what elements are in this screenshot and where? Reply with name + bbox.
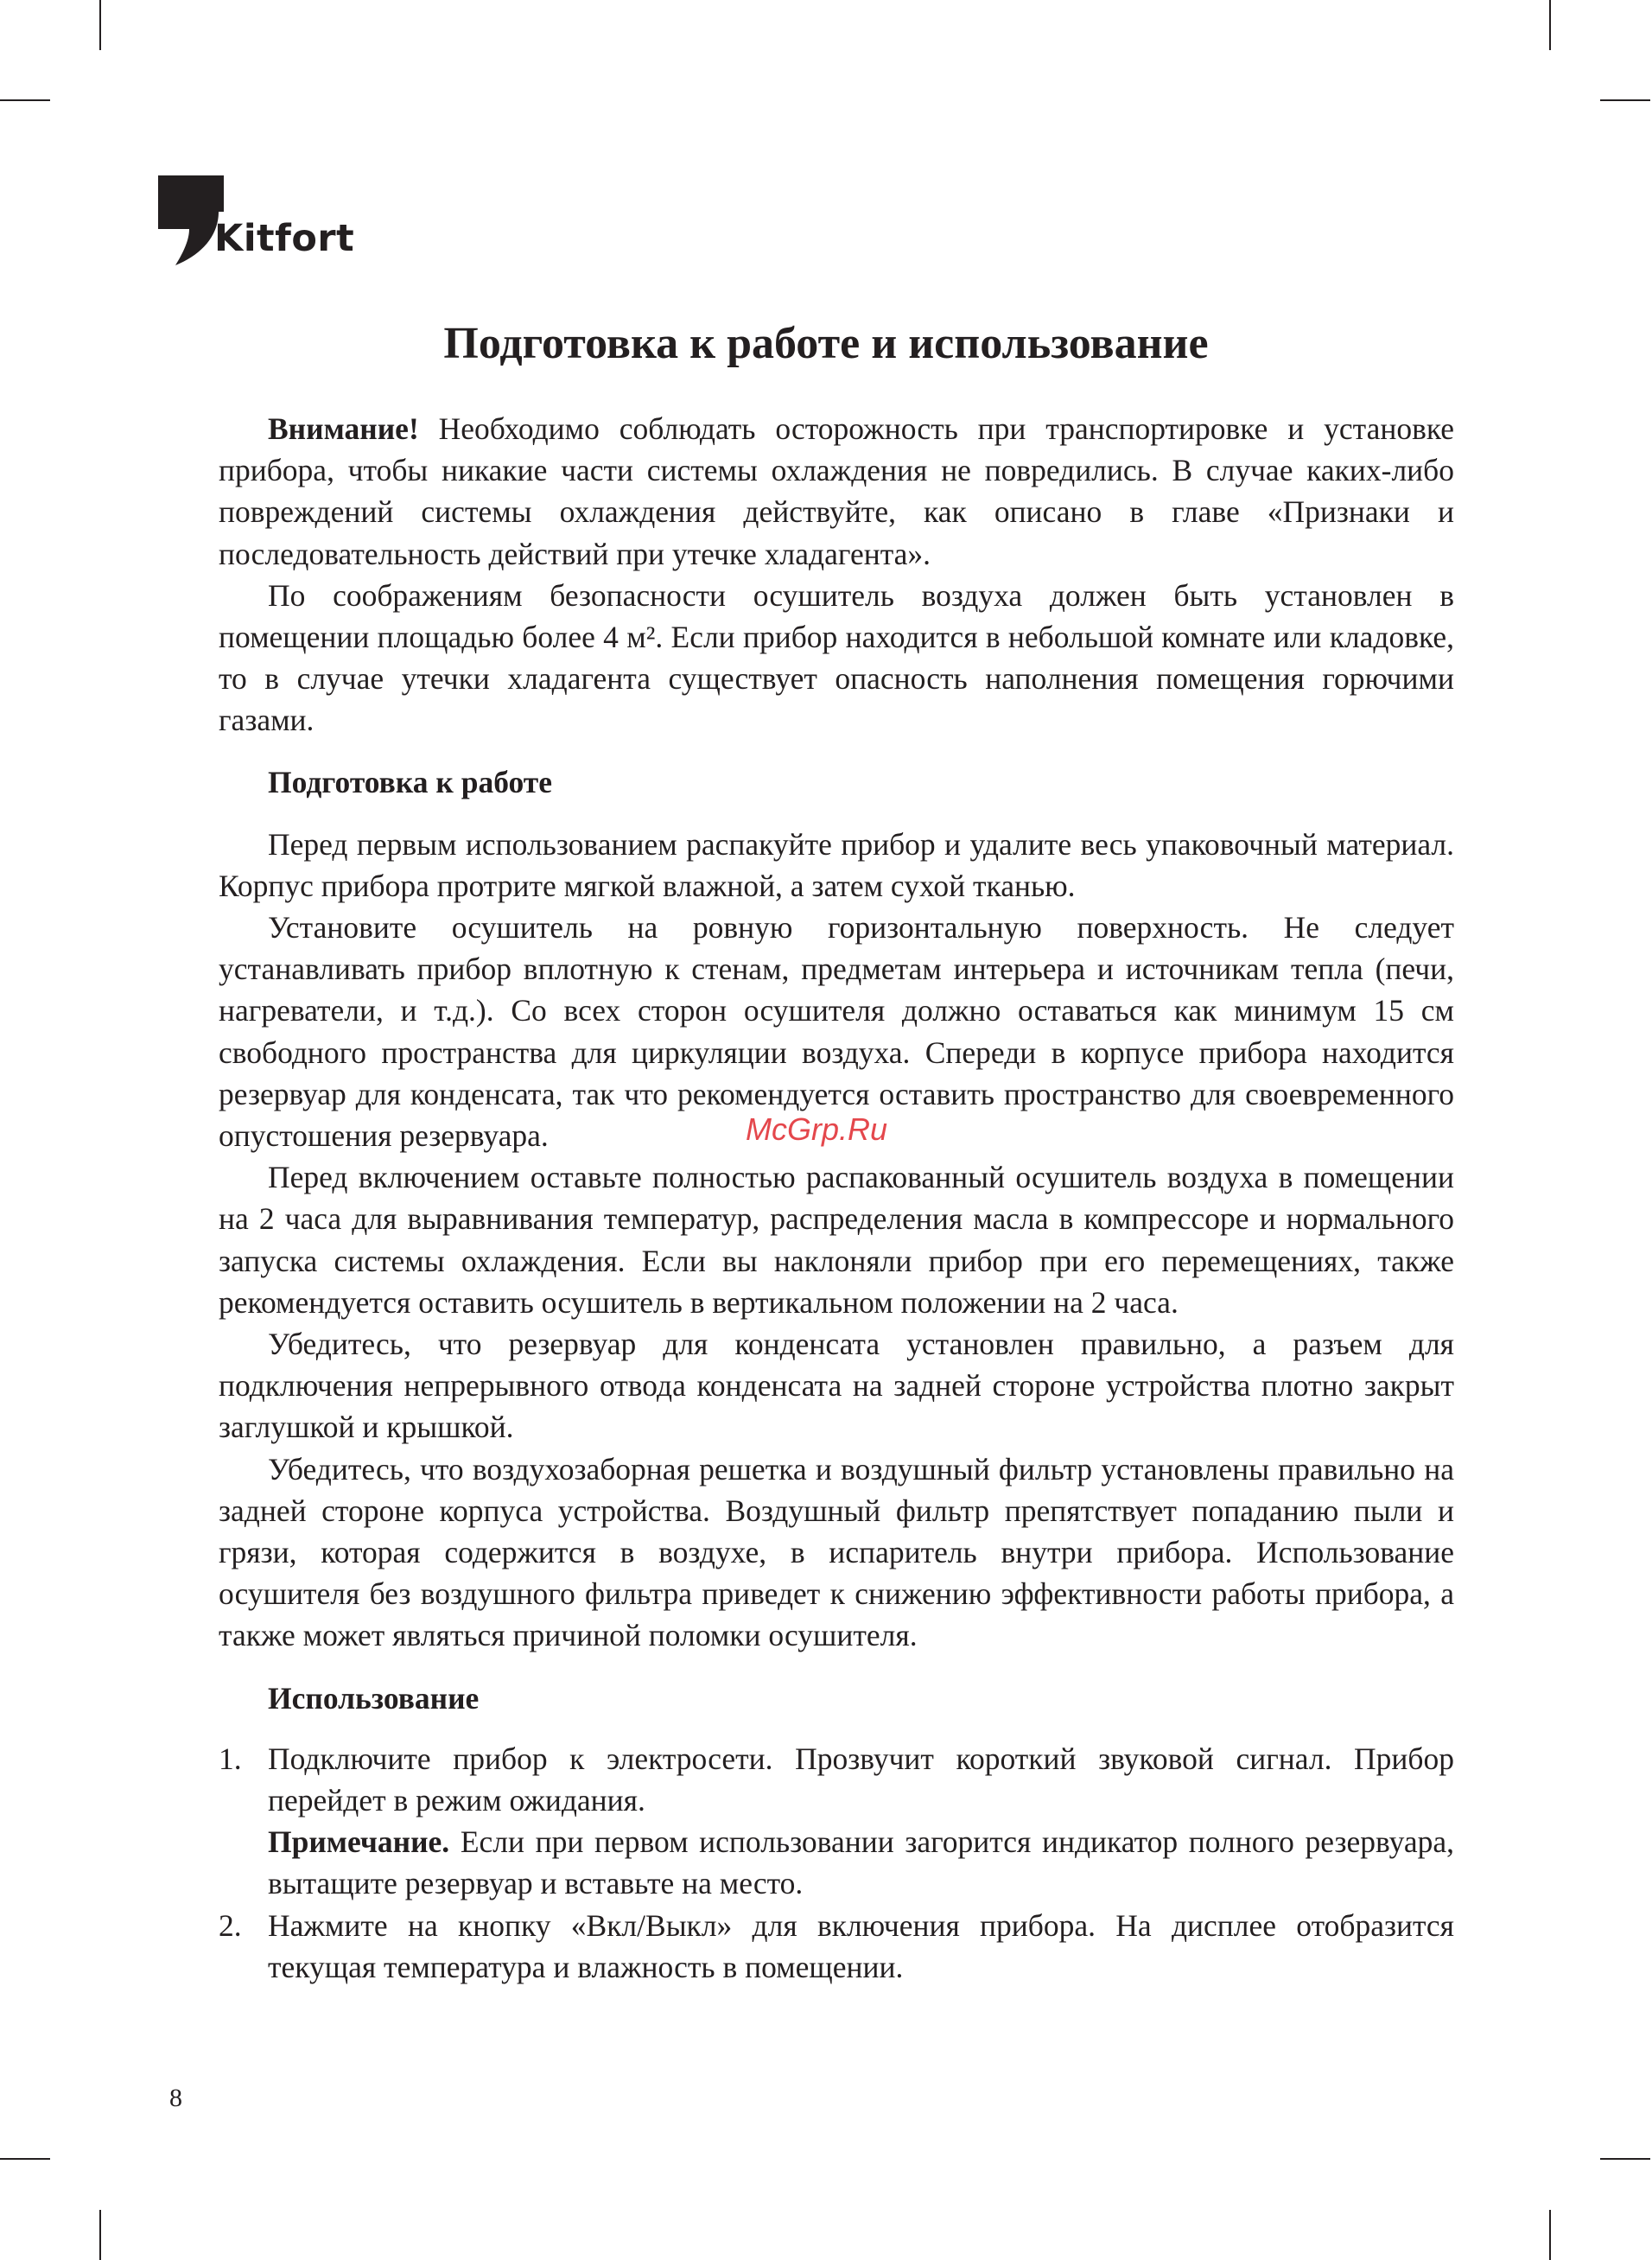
crop-mark: [0, 2158, 50, 2160]
crop-mark: [1549, 2210, 1551, 2260]
crop-mark: [1600, 99, 1650, 101]
section-heading-preparation: Подготовка к работе: [268, 764, 552, 799]
prep-paragraph: Перед первым использованием распакуйте прибор и удалите весь упаковочный материал. Корпус прибора протрите мягкой влажной, а затем сухой тканью.: [219, 826, 1454, 903]
warning-label: Внимание!: [268, 411, 419, 446]
crop-mark: [99, 2210, 101, 2260]
list-item: [219, 1905, 1454, 1988]
crop-mark: [1600, 2158, 1650, 2160]
page-number: 8: [169, 2084, 182, 2112]
step-number: 1.: [219, 1741, 242, 1776]
prep-paragraph: Перед включением оставьте полностью распакованный осушитель воздуха в помещении на 2 часа для выравнивания температур, распределения масла в компрессоре и нормального запуска системы охлаждения. Если вы наклоняли прибор при его перемещениях, также рекомендуется оставить осушитель в вертикальном положении на 2 часа.: [219, 1160, 1454, 1320]
page-title: Подготовка к работе и использование: [443, 319, 1209, 368]
list-item: [219, 1738, 1454, 1905]
brand-name: Kitfort: [214, 217, 355, 260]
crop-mark: [99, 0, 101, 50]
crop-mark: [0, 99, 50, 101]
prep-paragraph: Убедитесь, что воздухозаборная решетка и воздушный фильтр установлены правильно на задней стороне корпуса устройства. Воздушный фильтр препятствует попаданию пыли и грязи, которая содержится в воздухе, в испаритель внутри прибора. Использование осушителя без воздушного фильтра приведет к снижению эффективности работы прибора, а также может являться причиной поломки осушителя.: [219, 1451, 1454, 1653]
document-body: [219, 408, 1454, 1988]
usage-steps-list: [219, 1738, 1454, 1988]
prep-paragraph: Установите осушитель на ровную горизонтальную поверхность. Не следует устанавливать прибор вплотную к стенам, предметам интерьера и источникам тепла (печи, нагреватели, и т.д.). Со всех сторон осушителя должно оставаться как минимум 15 см свободного пространства для циркуляции воздуха. Спереди в корпусе прибора находится резервуар для конденсата, так что рекомендуется оставить пространство для своевременного опустошения резервуара.: [219, 910, 1454, 1154]
intro-warning: [219, 408, 1454, 575]
note-label: Примечание.: [268, 1824, 450, 1860]
watermark: McGrp.Ru: [746, 1111, 888, 1147]
kitfort-logo: [158, 175, 355, 271]
prep-paragraph: Убедитесь, что резервуар для конденсата установлен правильно, а разъем для подключения непрерывного отвода конденсата на задней стороне устройства плотно закрыт заглушкой и крышкой.: [219, 1327, 1454, 1445]
step-text: Подключите прибор к электросети. Прозвучит короткий звуковой сигнал. Прибор перейдет в режим ожидания.: [268, 1741, 1454, 1818]
crop-mark: [1549, 0, 1551, 50]
step-text: Нажмите на кнопку «Вкл/Выкл» для включения прибора. На дисплее отобразится текущая температура и влажность в помещении.: [268, 1907, 1454, 1984]
warning-text: Необходимо соблюдать осторожность при транспортировке и установке прибора, чтобы никакие части системы охлаждения не повредились. В случае каких-либо повреждений системы охлаждения действуйте, как описано в главе «Признаки и последовательность действий при утечке хладагента».: [219, 411, 1454, 571]
step-number: 2.: [219, 1907, 242, 1943]
step-note: [268, 1821, 1454, 1904]
note-text: Если при первом использовании загорится индикатор полного резервуара, вытащите резервуар и вставьте на место.: [268, 1824, 1454, 1901]
intro-safety: По соображениям безопасности осушитель воздуха должен быть установлен в помещении площадью более 4 м². Если прибор находится в небольшой комнате или кладовке, то в случае утечки хладагента существует опасность наполнения помещения горючими газами.: [219, 577, 1454, 738]
section-heading-usage: Использование: [268, 1680, 480, 1716]
